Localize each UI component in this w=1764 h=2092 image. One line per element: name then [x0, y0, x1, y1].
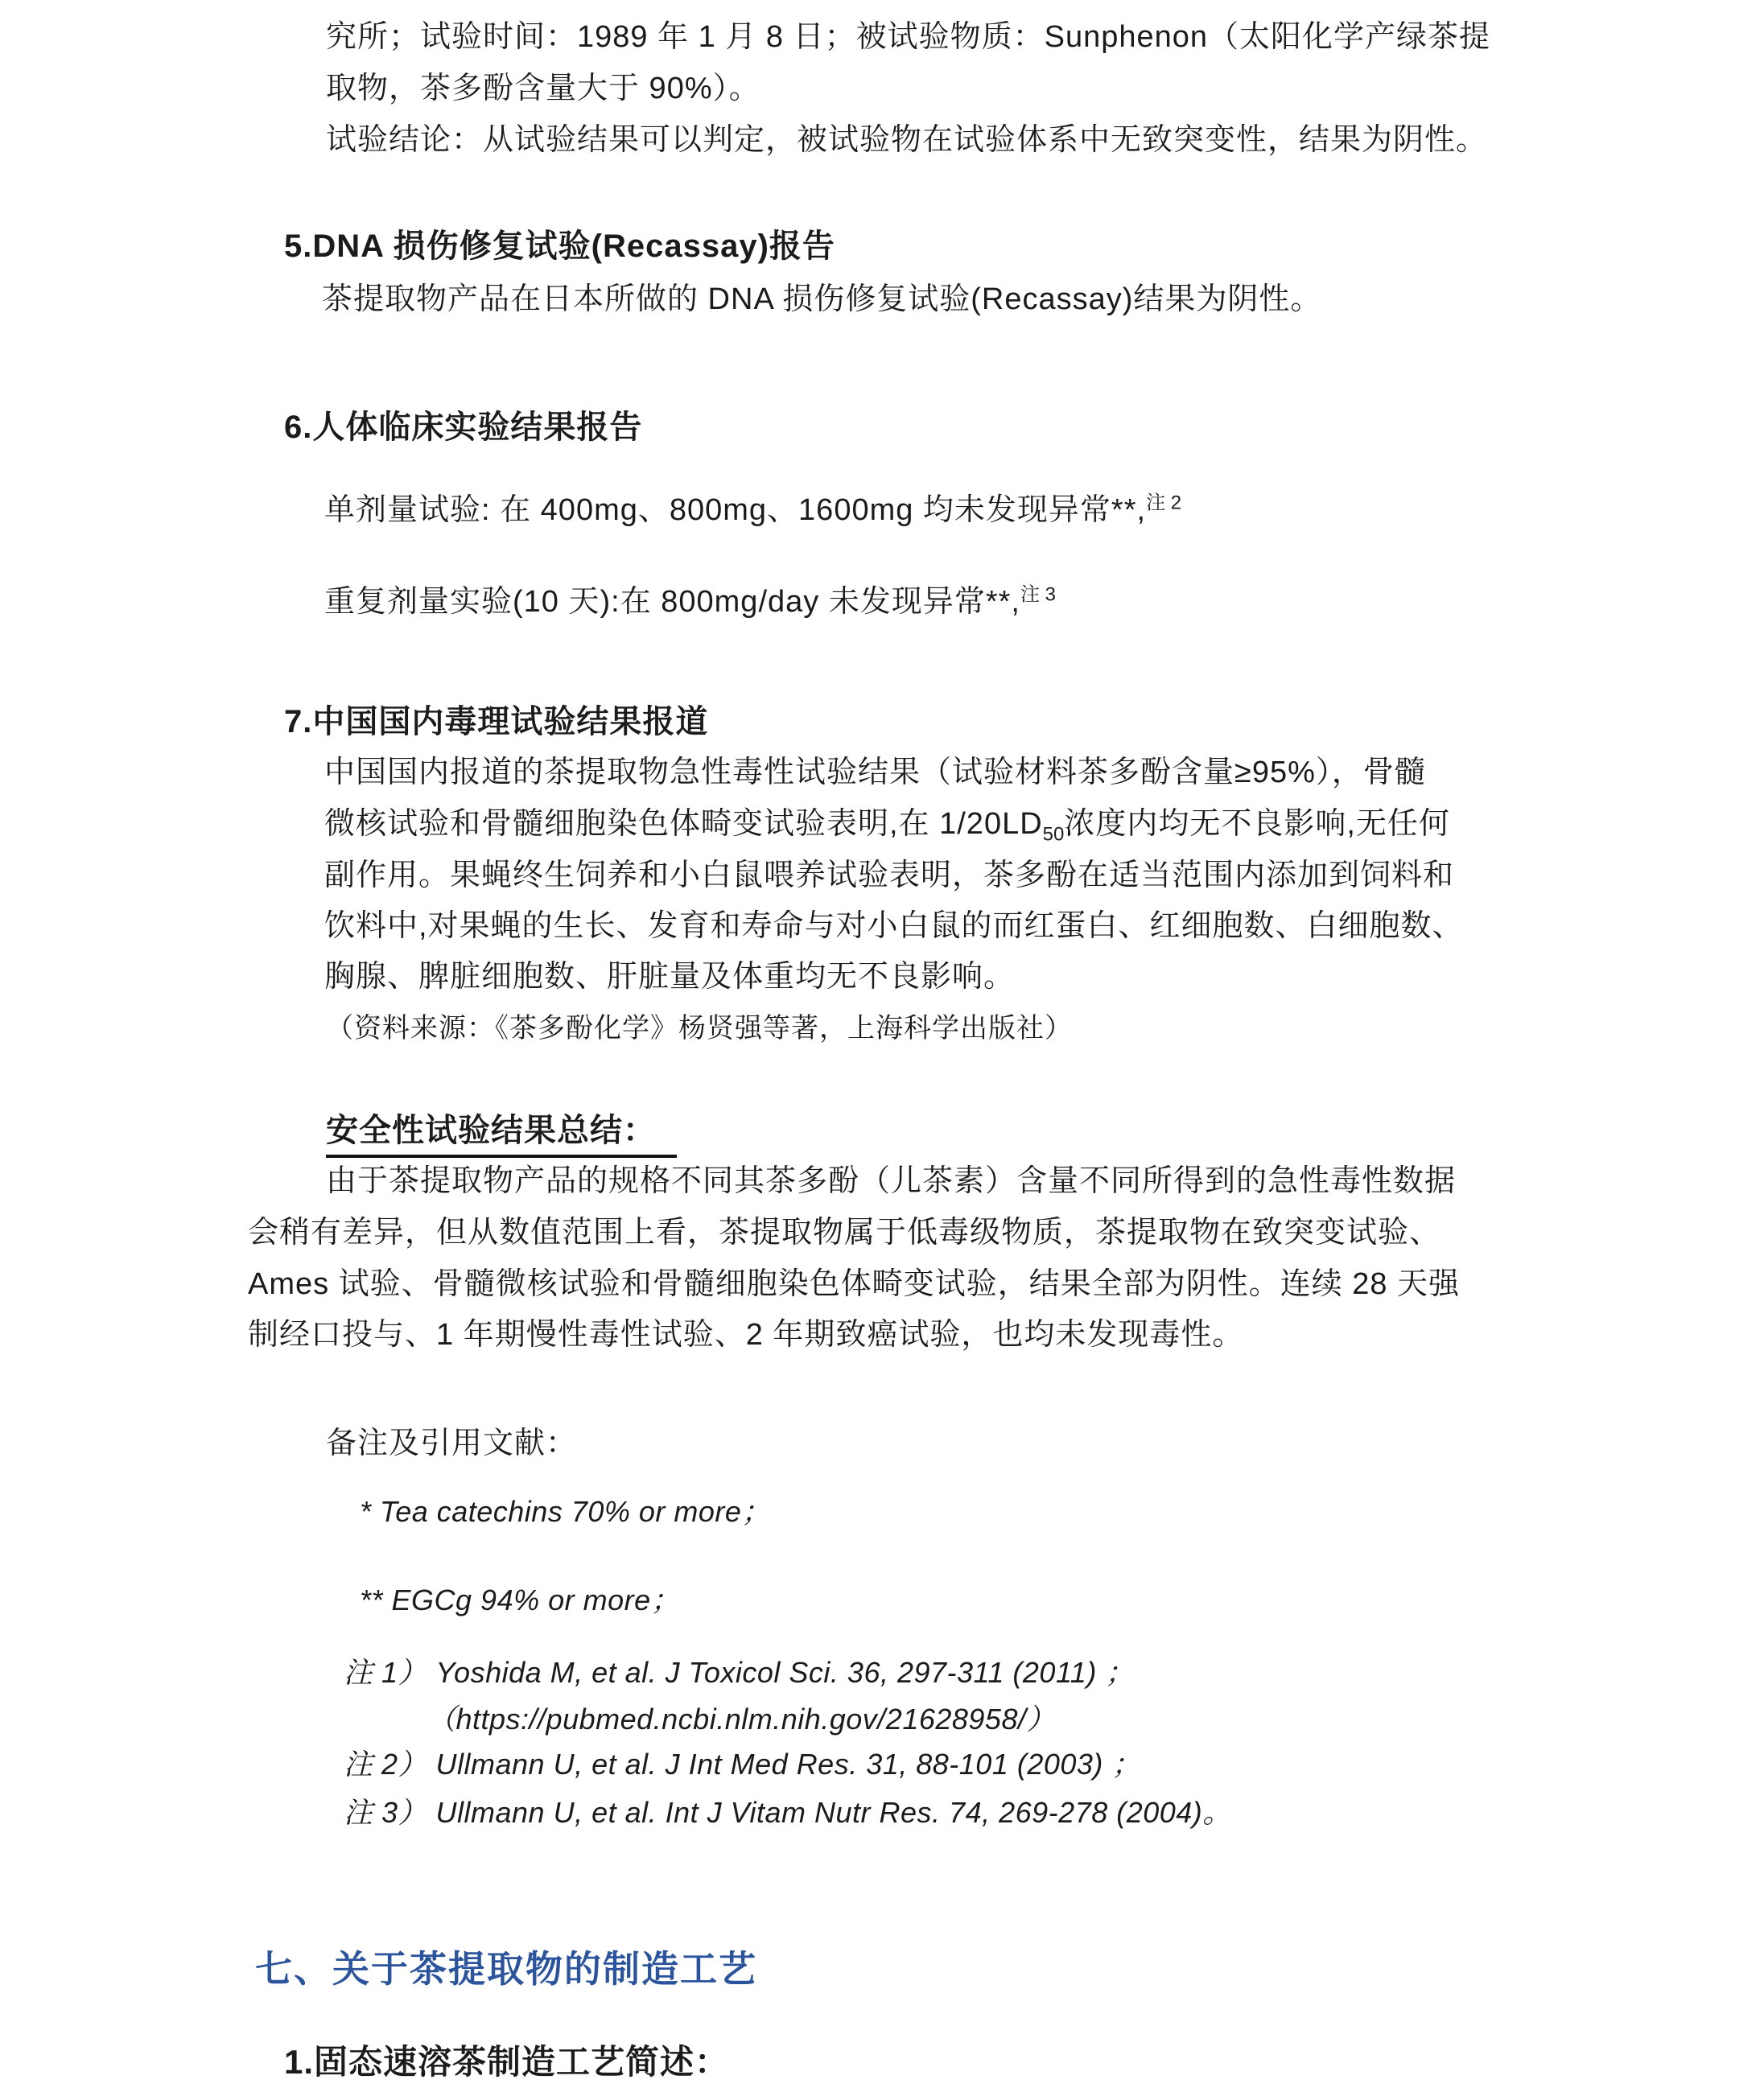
single-dose-footnote-ref: 注 2: [1146, 492, 1182, 514]
summary-heading: [326, 1112, 677, 1158]
references-heading: 备注及引用文献：: [326, 1427, 578, 1460]
repeat-dose-text: 重复剂量实验(10 天):在 800mg/day 未发现异常**,: [324, 585, 1020, 619]
section6-repeat-dose-line: [324, 584, 1056, 620]
summary-line-4: 制经口投与、1 年期慢性毒性试验、2 年期致癌试验，也均未发现毒性。: [248, 1318, 1244, 1352]
ld50-subscript: 50: [1042, 823, 1065, 846]
single-dose-text: 单剂量试验: 在 400mg、800mg、1600mg 均未发现异常**,: [324, 493, 1147, 527]
reference-1-url[interactable]: （https://pubmed.ncbi.nlm.nih.gov/21628958/）: [427, 1703, 1056, 1736]
section5-body: 茶提取物产品在日本所做的 DNA 损伤修复试验(Recassay)结果为阴性。: [322, 282, 1322, 316]
chapter7-heading: 七、关于茶提取物的制造工艺: [255, 1948, 757, 1990]
summary-line-3: Ames 试验、骨髓微核试验和骨髓细胞染色体畸变试验，结果全部为阴性。连续 28 天强: [248, 1267, 1461, 1301]
section5-heading: 5.DNA 损伤修复试验(Recassay)报告: [284, 229, 835, 264]
section7-line-4: 饮料中,对果蝇的生长、发育和寿命与对小白鼠的而红蛋白、红细胞数、白细胞数、: [324, 909, 1464, 943]
summary-line-2: 会稍有差异，但从数值范围上看，茶提取物属于低毒级物质，茶提取物在致突变试验、: [248, 1216, 1441, 1250]
section7-line2-post: 浓度内均无不良影响,无任何: [1064, 807, 1450, 841]
section7-line-2: [324, 806, 1450, 846]
section6-heading: 6.人体临床实验结果报告: [284, 410, 643, 445]
section7-heading: 7.中国国内毒理试验结果报道: [284, 704, 709, 739]
summary-line-1: 由于茶提取物产品的规格不同其茶多酚（儿茶素）含量不同所得到的急性毒性数据: [326, 1164, 1457, 1198]
reference-2: 注 2） Ullmann U, et al. J Int Med Res. 31, 88-101 (2003) ；: [344, 1748, 1141, 1781]
subsection1-heading: 1.固态速溶茶制造工艺简述：: [284, 2043, 730, 2081]
footnote-star-2: ** EGCg 94% or more；: [360, 1583, 681, 1616]
reference-1: 注 1） Yoshida M, et al. J Toxicol Sci. 36, 297-311 (2011) ；: [344, 1656, 1135, 1689]
reference-3: 注 3） Ullmann U, et al. Int J Vitam Nutr Res. 74, 269-278 (2004)。: [344, 1796, 1232, 1829]
section7-source-note: （资料来源：《茶多酚化学》杨贤强等著，上海科学出版社）: [326, 1013, 1073, 1044]
section6-single-dose-line: [324, 492, 1181, 529]
section7-line-1: 中国国内报道的茶提取物急性毒性试验结果（试验材料茶多酚含量≥95%），骨髓: [324, 756, 1426, 789]
section7-line-5: 胸腺、脾脏细胞数、肝脏量及体重均无不良影响。: [324, 960, 1016, 994]
section7-line2-pre: 微核试验和骨髓细胞染色体畸变试验表明,在 1/20LD: [324, 807, 1043, 841]
summary-heading-text: 安全性试验结果总结：: [326, 1112, 677, 1158]
intro-line-2: 取物，茶多酚含量大于 90%）。: [326, 72, 760, 105]
section7-line-3: 副作用。果蝇终生饲养和小白鼠喂养试验表明，茶多酚在适当范围内添加到饲料和: [324, 859, 1455, 892]
footnote-star-1: * Tea catechins 70% or more；: [360, 1495, 771, 1528]
repeat-dose-footnote-ref: 注 3: [1020, 583, 1056, 606]
intro-line-3: 试验结论：从试验结果可以判定，被试验物在试验体系中无致突变性，结果为阴性。: [326, 123, 1488, 157]
intro-line-1: 究所；试验时间：1989 年 1 月 8 日；被试验物质：Sunphenon（太阳化学产绿茶提: [326, 20, 1491, 54]
